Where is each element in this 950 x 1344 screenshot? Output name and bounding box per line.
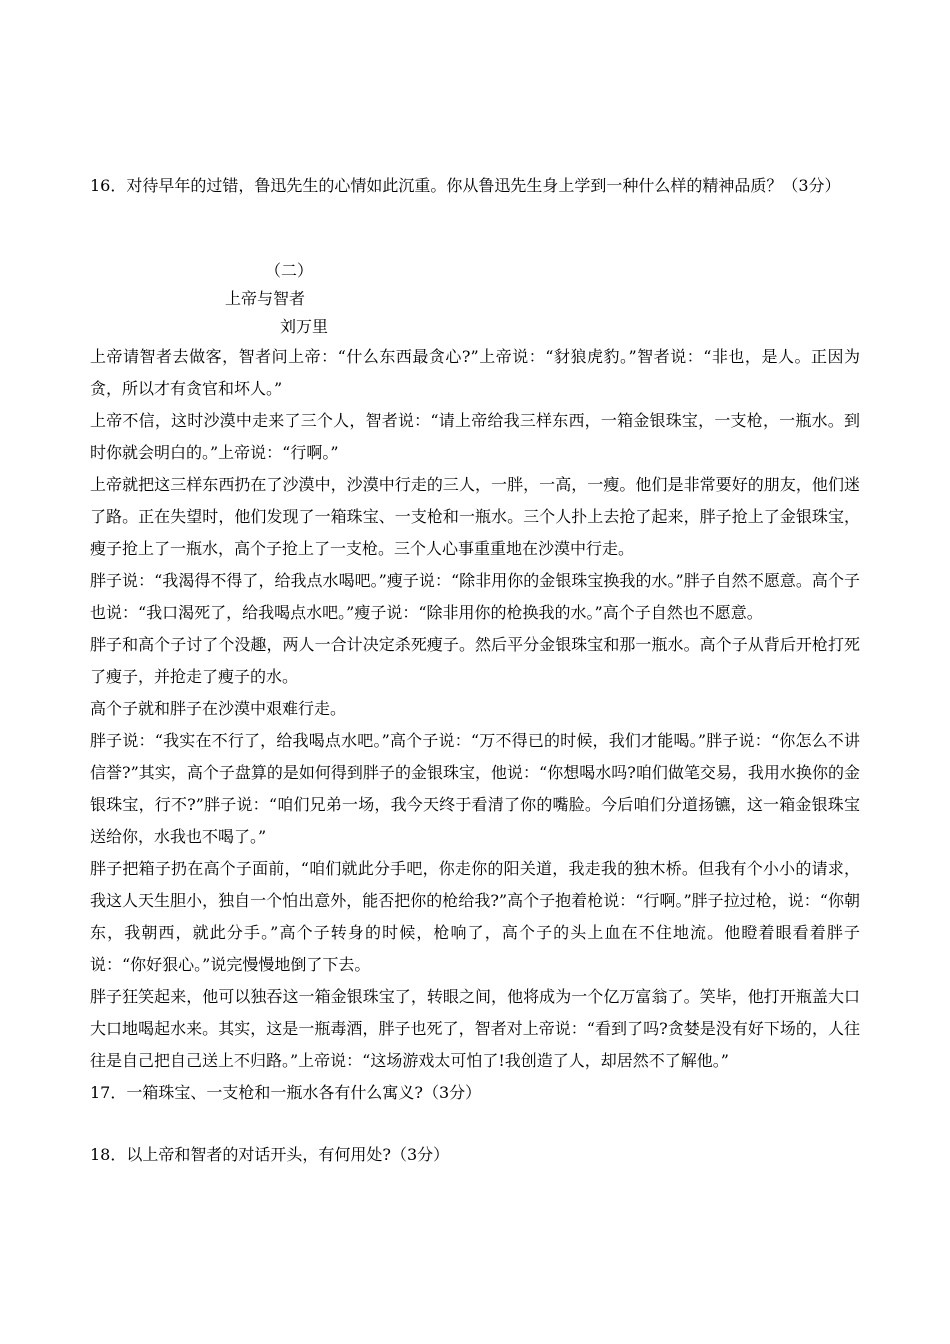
story-paragraph: 上帝不信，这时沙漠中走来了三个人，智者说：“请上帝给我三样东西，一箱金银珠宝，一支枪，一瓶水。到时你就会明白的。”上帝说：“行啊。” [90,411,860,462]
question-18: 18．以上帝和智者的对话开头，有何用处?（3分） [90,1145,450,1164]
page-content [90,170,860,1171]
story-paragraph: 胖子狂笑起来，他可以独吞这一箱金银珠宝了，转眼之间，他将成为一个亿万富翁了。笑毕，他打开瓶盖大口大口地喝起水来。其实，这是一瓶毒酒，胖子也死了，智者对上帝说：“看到了吗?贪婪是没有好下场的，人往往是自己把自己送上不归路。”上帝说：“这场游戏太可怕了!我创造了人，却居然不了解他。” [90,987,860,1070]
story-paragraph: 上帝就把这三样东西扔在了沙漠中，沙漠中行走的三人，一胖，一高，一瘦。他们是非常要好的朋友，他们迷了路。正在失望时，他们发现了一箱珠宝、一支枪和一瓶水。三个人扑上去抢了起来，胖子抢上了金银珠宝，瘦子抢上了一瓶水，高个子抢上了一支枪。三个人心事重重地在沙漠中行走。 [90,475,860,558]
story-paragraph: 胖子说：“我实在不行了，给我喝点水吧。”高个子说：“万不得已的时候，我们才能喝。”胖子说：“你怎么不讲信誉?”其实，高个子盘算的是如何得到胖子的金银珠宝，他说：“你想喝水吗?咱们做笔交易，我用水换你的金银珠宝，行不?”胖子说：“咱们兄弟一场，我今天终于看清了你的嘴脸。今后咱们分道扬镳，这一箱金银珠宝送给你，水我也不喝了。” [90,731,860,846]
story-author: 刘万里 [280,317,329,336]
story-paragraph: 胖子和高个子讨了个没趣，两人一合计决定杀死瘦子。然后平分金银珠宝和那一瓶水。高个子从背后开枪打死了瘦子，并抢走了瘦子的水。 [90,635,860,686]
story-paragraph: 胖子说：“我渴得不得了，给我点水喝吧。”瘦子说：“除非用你的金银珠宝换我的水。”胖子自然不愿意。高个子也说：“我口渴死了，给我喝点水吧。”瘦子说：“除非用你的枪换我的水。”高个子自然也不愿意。 [90,571,860,622]
story-title: 上帝与智者 [225,289,306,308]
answer-space-17 [90,1109,860,1139]
story-paragraph: 胖子把箱子扔在高个子面前，“咱们就此分手吧，你走你的阳关道，我走我的独木桥。但我有个小小的请求，我这人天生胆小，独自一个怕出意外，能否把你的枪给我?”高个子抱着枪说：“行啊。”胖子拉过枪，说：“你朝东，我朝西，就此分手。”高个子转身的时候，枪响了，高个子的头上血在不住地流。他瞪着眼看着胖子说：“你好狠心。”说完慢慢地倒了下去。 [90,859,860,974]
section-label: （二） [265,261,314,280]
story-paragraph: 高个子就和胖子在沙漠中艰难行走。 [90,699,347,718]
story-body [90,341,860,1077]
answer-space-16 [90,202,860,257]
question-16: 16．对待早年的过错，鲁迅先生的心情如此沉重。你从鲁迅先生身上学到一种什么样的精神品质？（3分） [90,176,841,195]
story-paragraph: 上帝请智者去做客，智者问上帝：“什么东西最贪心?”上帝说：“豺狼虎豹。”智者说：“非也，是人。正因为贪，所以才有贪官和坏人。” [90,347,860,398]
question-17: 17．一箱珠宝、一支枪和一瓶水各有什么寓义?（3分） [90,1083,482,1102]
